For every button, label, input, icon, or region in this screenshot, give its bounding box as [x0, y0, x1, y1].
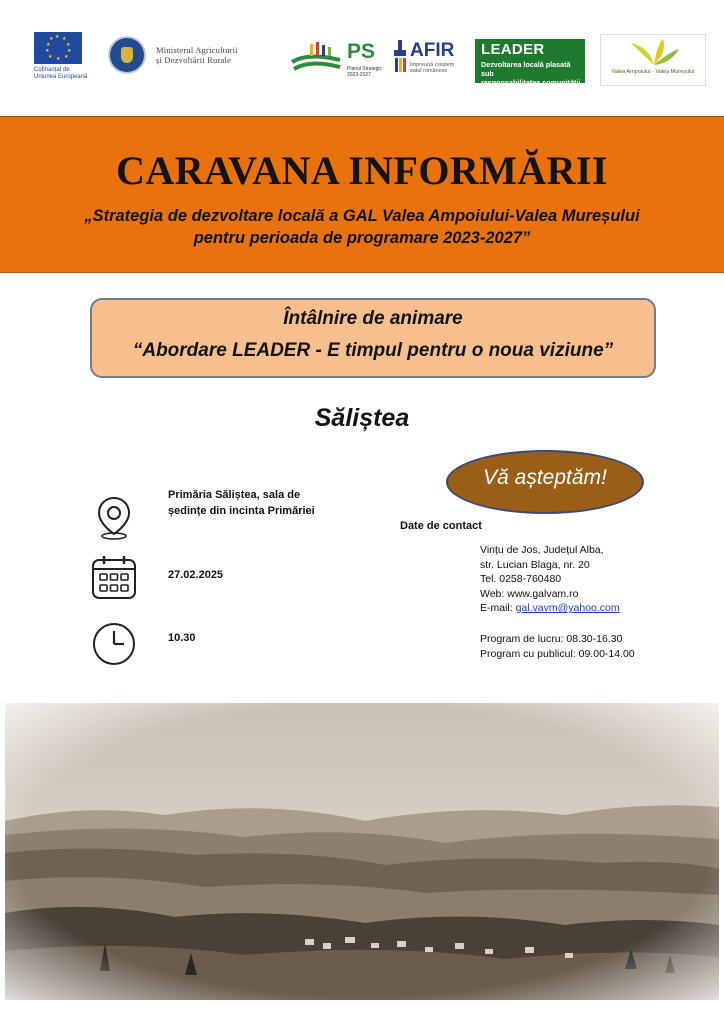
ps-logo	[290, 38, 384, 84]
clock-icon	[90, 620, 138, 668]
contact-email-label: E-mail:	[480, 602, 516, 614]
title-banner	[0, 116, 724, 273]
location-pin-icon	[90, 494, 138, 542]
ministry-seal-icon	[108, 36, 146, 74]
ps-caption-1: Planul Strategic	[347, 66, 383, 72]
afir-caption-1: Împreună creștem	[410, 62, 455, 68]
meeting-theme: “Abordare LEADER - E timpul pentru o noua viziune”	[132, 340, 614, 361]
eu-caption: Cofinanțat de Uniunea Europeană	[34, 67, 88, 80]
ps-stripes-icon	[290, 42, 342, 76]
location-line1: Primăria Săliștea, sala de	[168, 489, 301, 501]
gal-name: Valea Ampoiului - Valea Mureșului	[611, 69, 695, 75]
leader-title: LEADER	[481, 41, 545, 58]
contact-title: Date de contact	[400, 520, 482, 532]
ministry-logo	[108, 36, 288, 76]
contact-address-line2: str. Lucian Blaga, nr. 20	[480, 558, 590, 571]
ps-letters: PS	[347, 40, 376, 63]
contact-phone: Tel. 0258-760480	[480, 573, 562, 585]
contact-email-link[interactable]: gal.vavm@yahoo.com	[515, 602, 620, 614]
ps-caption-2: 2023-2027	[347, 72, 371, 78]
event-time: 10.30	[168, 632, 196, 644]
afir-caption-2: satul românesc	[410, 68, 448, 74]
welcome-text: Vă așteptăm!	[483, 466, 607, 489]
location-line2: ședințe din incinta Primăriei	[168, 505, 315, 517]
meeting-box	[90, 298, 656, 378]
event-date: 27.02.2025	[168, 569, 224, 581]
calendar-icon	[90, 553, 138, 601]
ministry-name-line2: și Dezvoltării Rurale	[156, 55, 232, 65]
afir-emblem-icon	[392, 40, 408, 80]
event-title: CARAVANA INFORMĂRII	[116, 148, 608, 193]
leader-caption-2: responsabilitatea comunității	[481, 78, 581, 87]
landscape-photo	[5, 703, 719, 1000]
contact-email-row	[480, 601, 620, 616]
afir-logo	[392, 40, 472, 82]
locality-name: Săliștea	[314, 404, 410, 432]
welcome-oval	[446, 450, 644, 514]
event-subtitle-line1: „Strategia de dezvoltare locală a GAL Valea Ampoiului-Valea Mureșului	[84, 207, 640, 225]
meeting-type: Întâlnire de animare	[283, 308, 463, 329]
hours-public: Program cu publicul: 09.00-14.00	[480, 647, 635, 660]
leaves-icon	[627, 39, 681, 67]
logo-strip	[0, 28, 724, 88]
event-subtitle-line2: pentru perioada de programare 2023-2027”	[193, 229, 531, 247]
eu-flag-icon: ★ ★ ★ ★ ★ ★ ★ ★ ★ ★	[34, 32, 82, 64]
contact-web: Web: www.galvam.ro	[480, 587, 579, 600]
eu-logo	[34, 32, 90, 81]
contact-address-line1: Vințu de Jos, Județul Alba,	[480, 544, 604, 556]
afir-name: AFIR	[410, 40, 455, 61]
gal-logo	[600, 34, 706, 86]
leader-caption-1: Dezvoltarea locală plasată sub	[481, 60, 571, 78]
ministry-name-line1: Ministerul Agriculturii	[156, 45, 238, 55]
leader-logo	[475, 39, 585, 87]
hours-work: Program de lucru: 08.30-16.30	[480, 633, 623, 645]
